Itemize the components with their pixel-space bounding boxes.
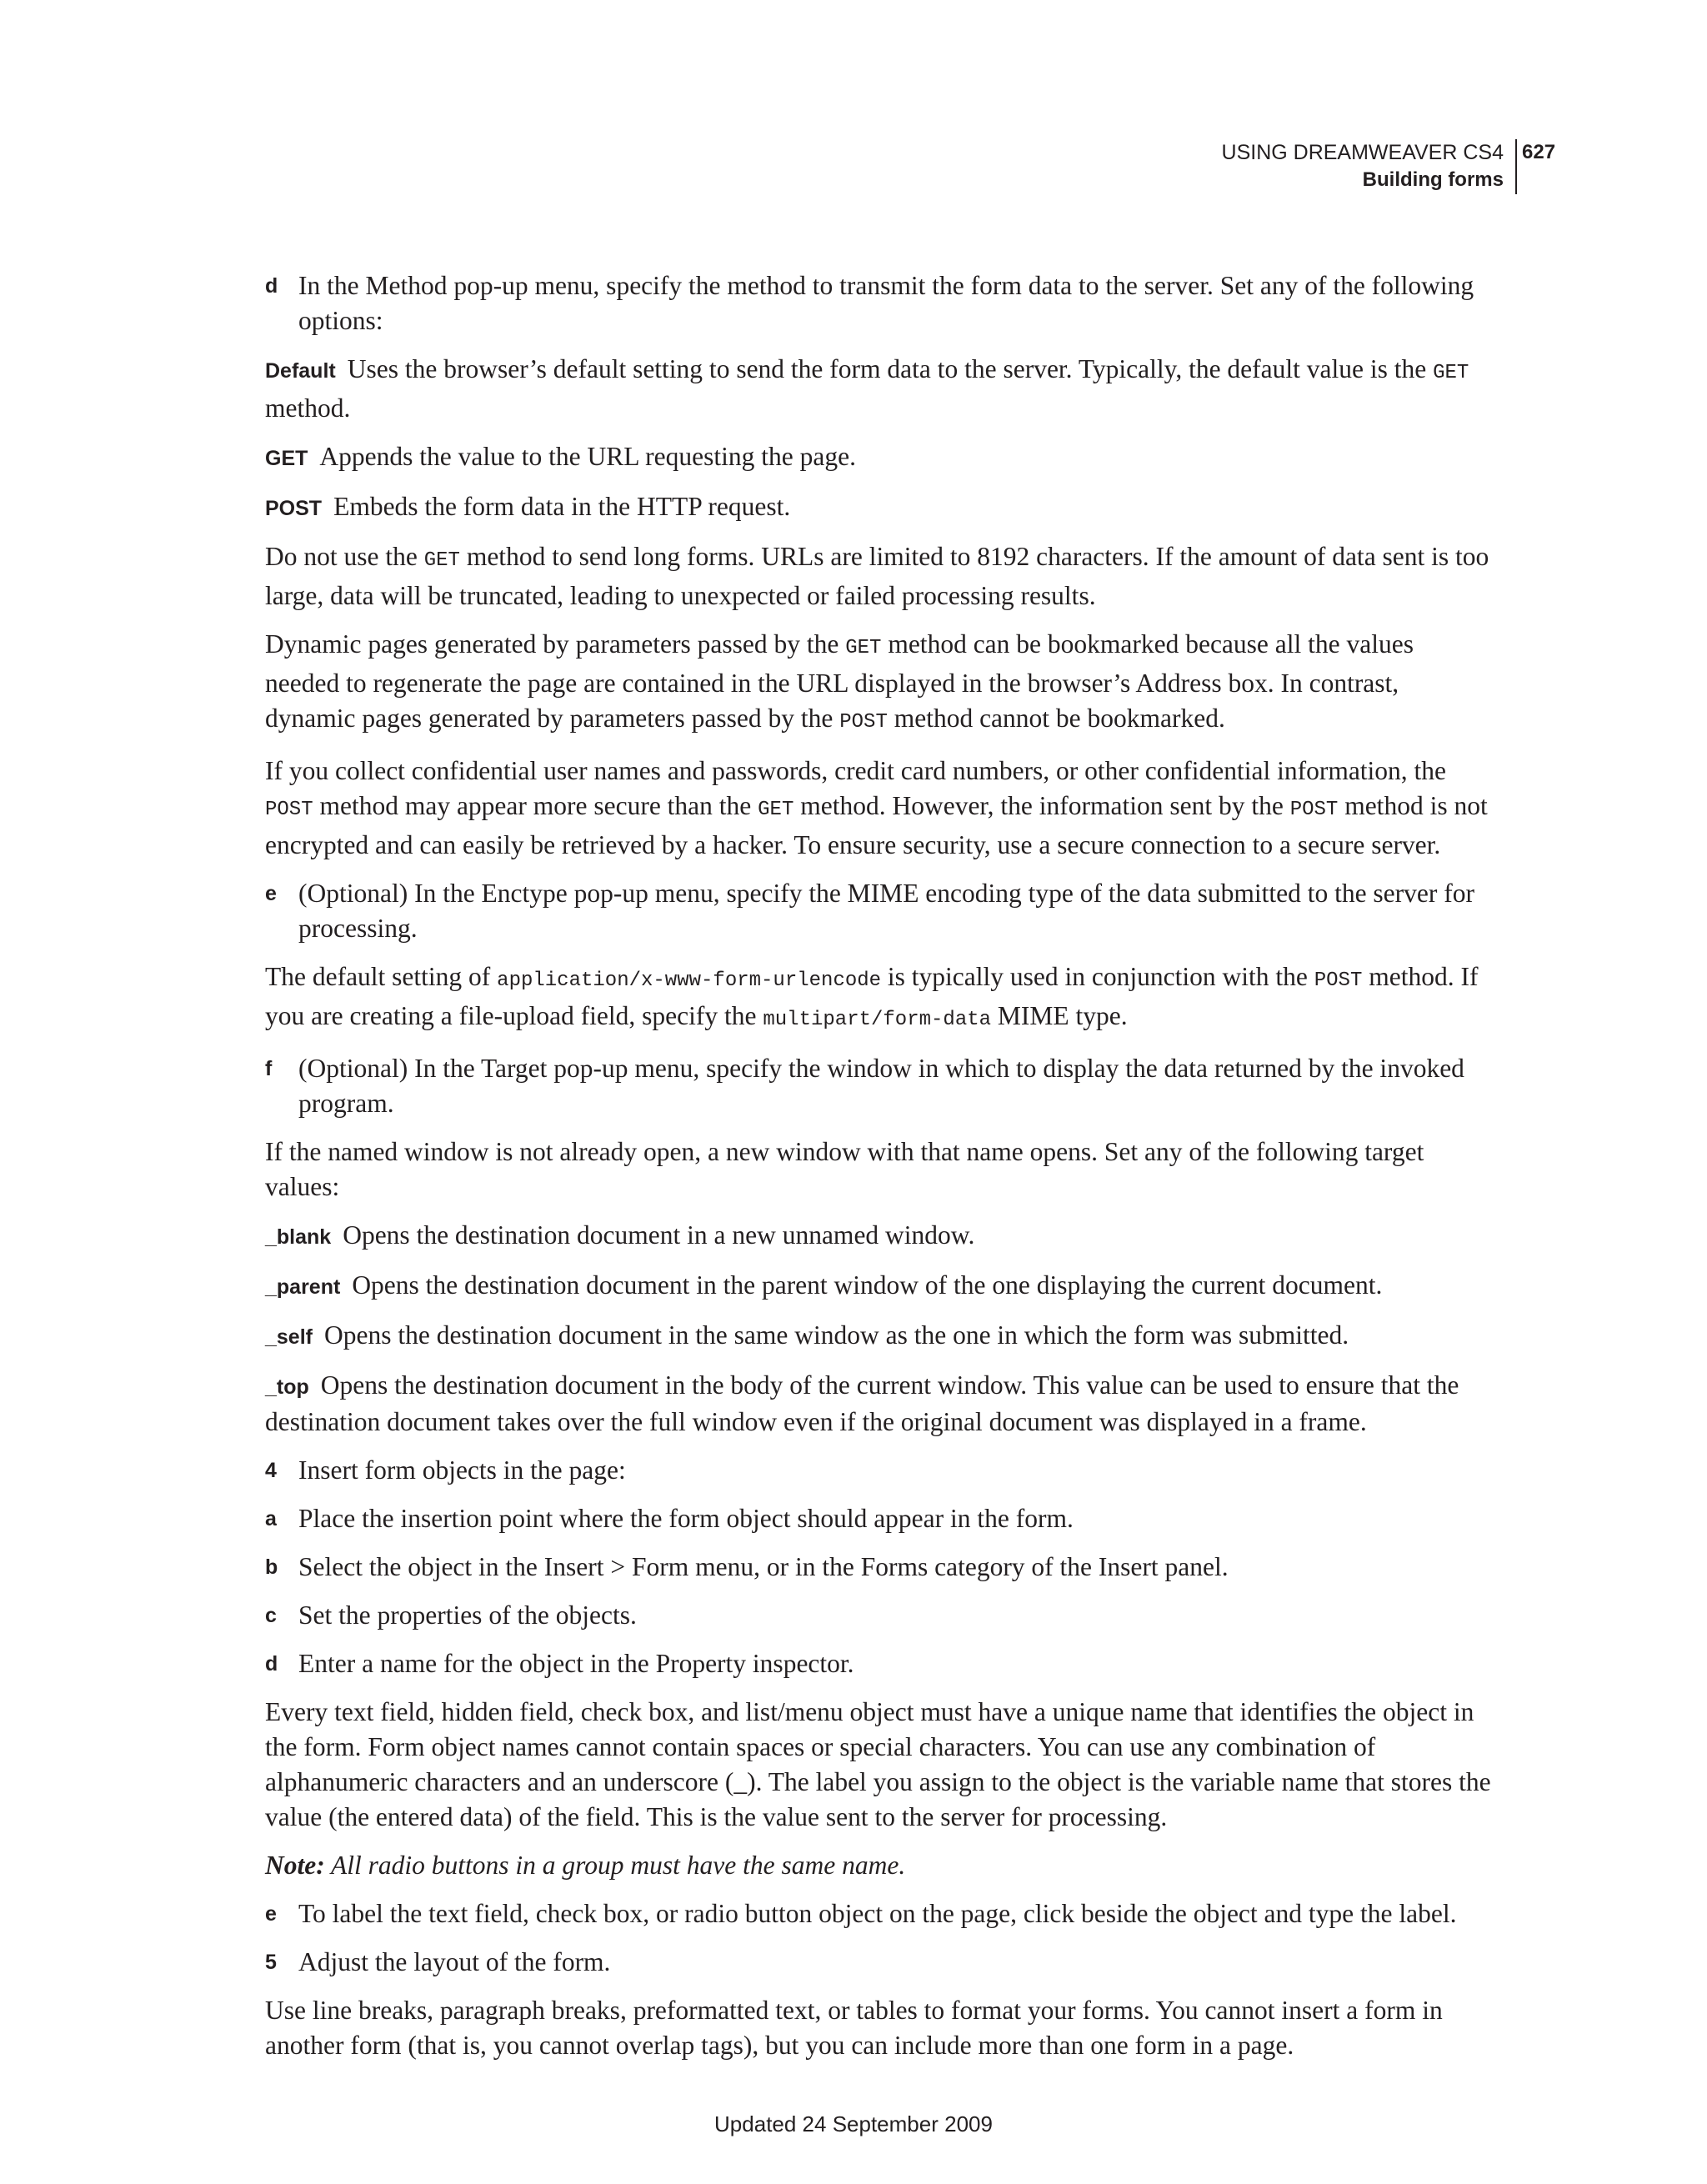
step-text: (Optional) In the Enctype pop-up menu, specify the MIME encoding type of the data submitted to the server for processing. [298,879,1474,943]
step-marker: f [265,1057,273,1080]
book-title: USING DREAMWEAVER CS4 [1222,139,1517,166]
step-text: In the Method pop-up menu, specify the method to transmit the form data to the server. Set any of the following options: [298,271,1474,335]
paragraph-long-forms [265,539,1492,614]
paragraph-dynamic-pages [265,627,1492,740]
footer-updated: Updated 24 September 2009 [714,2111,993,2136]
step-text: Place the insertion point where the form object should appear in the form. [298,1504,1074,1533]
step-text: Insert form objects in the page: [298,1455,626,1485]
code-text: GET [423,549,460,572]
step-marker: d [265,1652,278,1676]
substep-a [265,1501,1492,1536]
option-text: Uses the browser’s default setting to send the form data to the server. Typically, the default value is the [347,354,1434,383]
step-marker: e [265,1902,277,1926]
option-self [265,1318,1492,1355]
option-term: POST [265,497,323,520]
substep-c [265,1598,1492,1633]
text-run: method. If you are creating a file-upload field, specify the [265,962,1479,1030]
option-term: _self [265,1325,313,1349]
step-text: To label the text field, check box, or radio button object on the page, click beside the object and type the label. [298,1899,1457,1928]
step-4 [265,1453,1492,1488]
note [265,1848,1492,1883]
body-content [265,268,1492,2076]
text-run: method may appear more secure than the [313,791,758,820]
option-text: Opens the destination document in a new unnamed window. [343,1220,975,1250]
code-text: POST [839,711,888,734]
code-text: POST [1289,799,1339,821]
text-run: is typically used in conjunction with the [881,962,1314,991]
step-text: Set the properties of the objects. [298,1600,637,1630]
option-top [265,1368,1492,1440]
note-label: Note: [265,1851,325,1880]
paragraph-target-values: If the named window is not already open, a new window with that name opens. Set any of the following target values: [265,1137,1424,1201]
page-number: 627 [1522,141,1556,163]
step-marker: a [265,1507,277,1530]
option-text: Opens the destination document in the same window as the one in which the form was submitted. [323,1320,1349,1350]
option-term: Default [265,359,336,383]
option-parent [265,1268,1492,1305]
paragraph-security [265,754,1492,863]
note-text: All radio buttons in a group must have the same name. [324,1851,906,1880]
step-marker: d [265,274,278,298]
code-text: application/x-www-form-urlencode [497,969,882,992]
text-run: The default setting of [265,962,498,991]
option-post [265,489,1492,526]
code-text: POST [1314,969,1363,992]
option-get [265,439,1492,476]
text-run: Do not use the [265,542,424,571]
step-text: Adjust the layout of the form. [298,1947,611,1976]
substep-f-target [265,1051,1492,1121]
option-term: _top [265,1375,309,1399]
substep-e-label [265,1896,1492,1931]
text-run: method. However, the information sent by the [793,791,1290,820]
step-text: Enter a name for the object in the Property inspector. [298,1649,854,1678]
option-default [265,352,1492,426]
option-term: GET [265,447,308,470]
code-text: GET [1433,362,1469,384]
text-run: method is not encrypted and can easily be retrieved by a hacker. To ensure security, use a secure connection to a secure server. [265,791,1488,859]
option-term: _blank [265,1225,332,1249]
option-text: Opens the destination document in the parent window of the one displaying the current document. [352,1270,1383,1300]
step-marker: c [265,1604,277,1627]
section-title: Building forms [1222,166,1517,194]
code-text: GET [758,799,794,821]
option-text: Embeds the form data in the HTTP request. [333,492,791,521]
text-run: Dynamic pages generated by parameters passed by the [265,629,846,659]
paragraph-enctype-default [265,959,1492,1038]
option-text: Appends the value to the URL requesting the page. [319,442,856,471]
paragraph-layout: Use line breaks, paragraph breaks, preformatted text, or tables to format your forms. You cannot insert a form in another form (that is, you cannot overlap tags), but you can include more than one form in a page. [265,1996,1443,2060]
step-5 [265,1945,1492,1980]
substep-d-name [265,1646,1492,1681]
option-text: method. [265,393,351,423]
code-text: multipart/form-data [763,1009,992,1031]
step-text: Select the object in the Insert > Form menu, or in the Forms category of the Insert panel. [298,1552,1229,1581]
substep-e-enctype [265,876,1492,946]
option-blank [265,1218,1492,1255]
text-run: If you collect confidential user names and passwords, credit card numbers, or other confidential information, the [265,756,1447,785]
step-text: (Optional) In the Target pop-up menu, specify the window in which to display the data returned by the invoked program. [298,1054,1464,1118]
step-marker: e [265,882,277,905]
text-run: MIME type. [991,1001,1128,1030]
text-run: method can be bookmarked because all the values needed to regenerate the page are contained in the URL displayed in the browser’s Address box. In contrast, dynamic pages generated by parameters passed by the [265,629,1414,733]
step-marker: 5 [265,1951,277,1974]
code-text: POST [265,799,313,821]
text-run: method cannot be bookmarked. [887,704,1225,733]
step-marker: b [265,1555,278,1579]
substep-b [265,1550,1492,1585]
text-run: method to send long forms. URLs are limited to 8192 characters. If the amount of data sent is too large, data will be truncated, leading to unexpected or failed processing results. [265,542,1489,610]
running-header [1222,139,1517,194]
option-term: _parent [265,1275,341,1299]
paragraph-unique-names: Every text field, hidden field, check box, and list/menu object must have a unique name that identifies the object in the form. Form object names cannot contain spaces or special characters. You can use any combination of alphanumeric characters and an underscore (_). The label you assign to the object is the variable name that stores the value (the entered data) of the field. This is the value sent to the server for processing. [265,1697,1491,1831]
step-marker: 4 [265,1459,277,1482]
option-text: Opens the destination document in the body of the current window. This value can be used to ensure that the destination document takes over the full window even if the original document was displayed in a frame. [265,1370,1459,1436]
code-text: GET [845,637,882,659]
substep-d-method [265,268,1492,338]
